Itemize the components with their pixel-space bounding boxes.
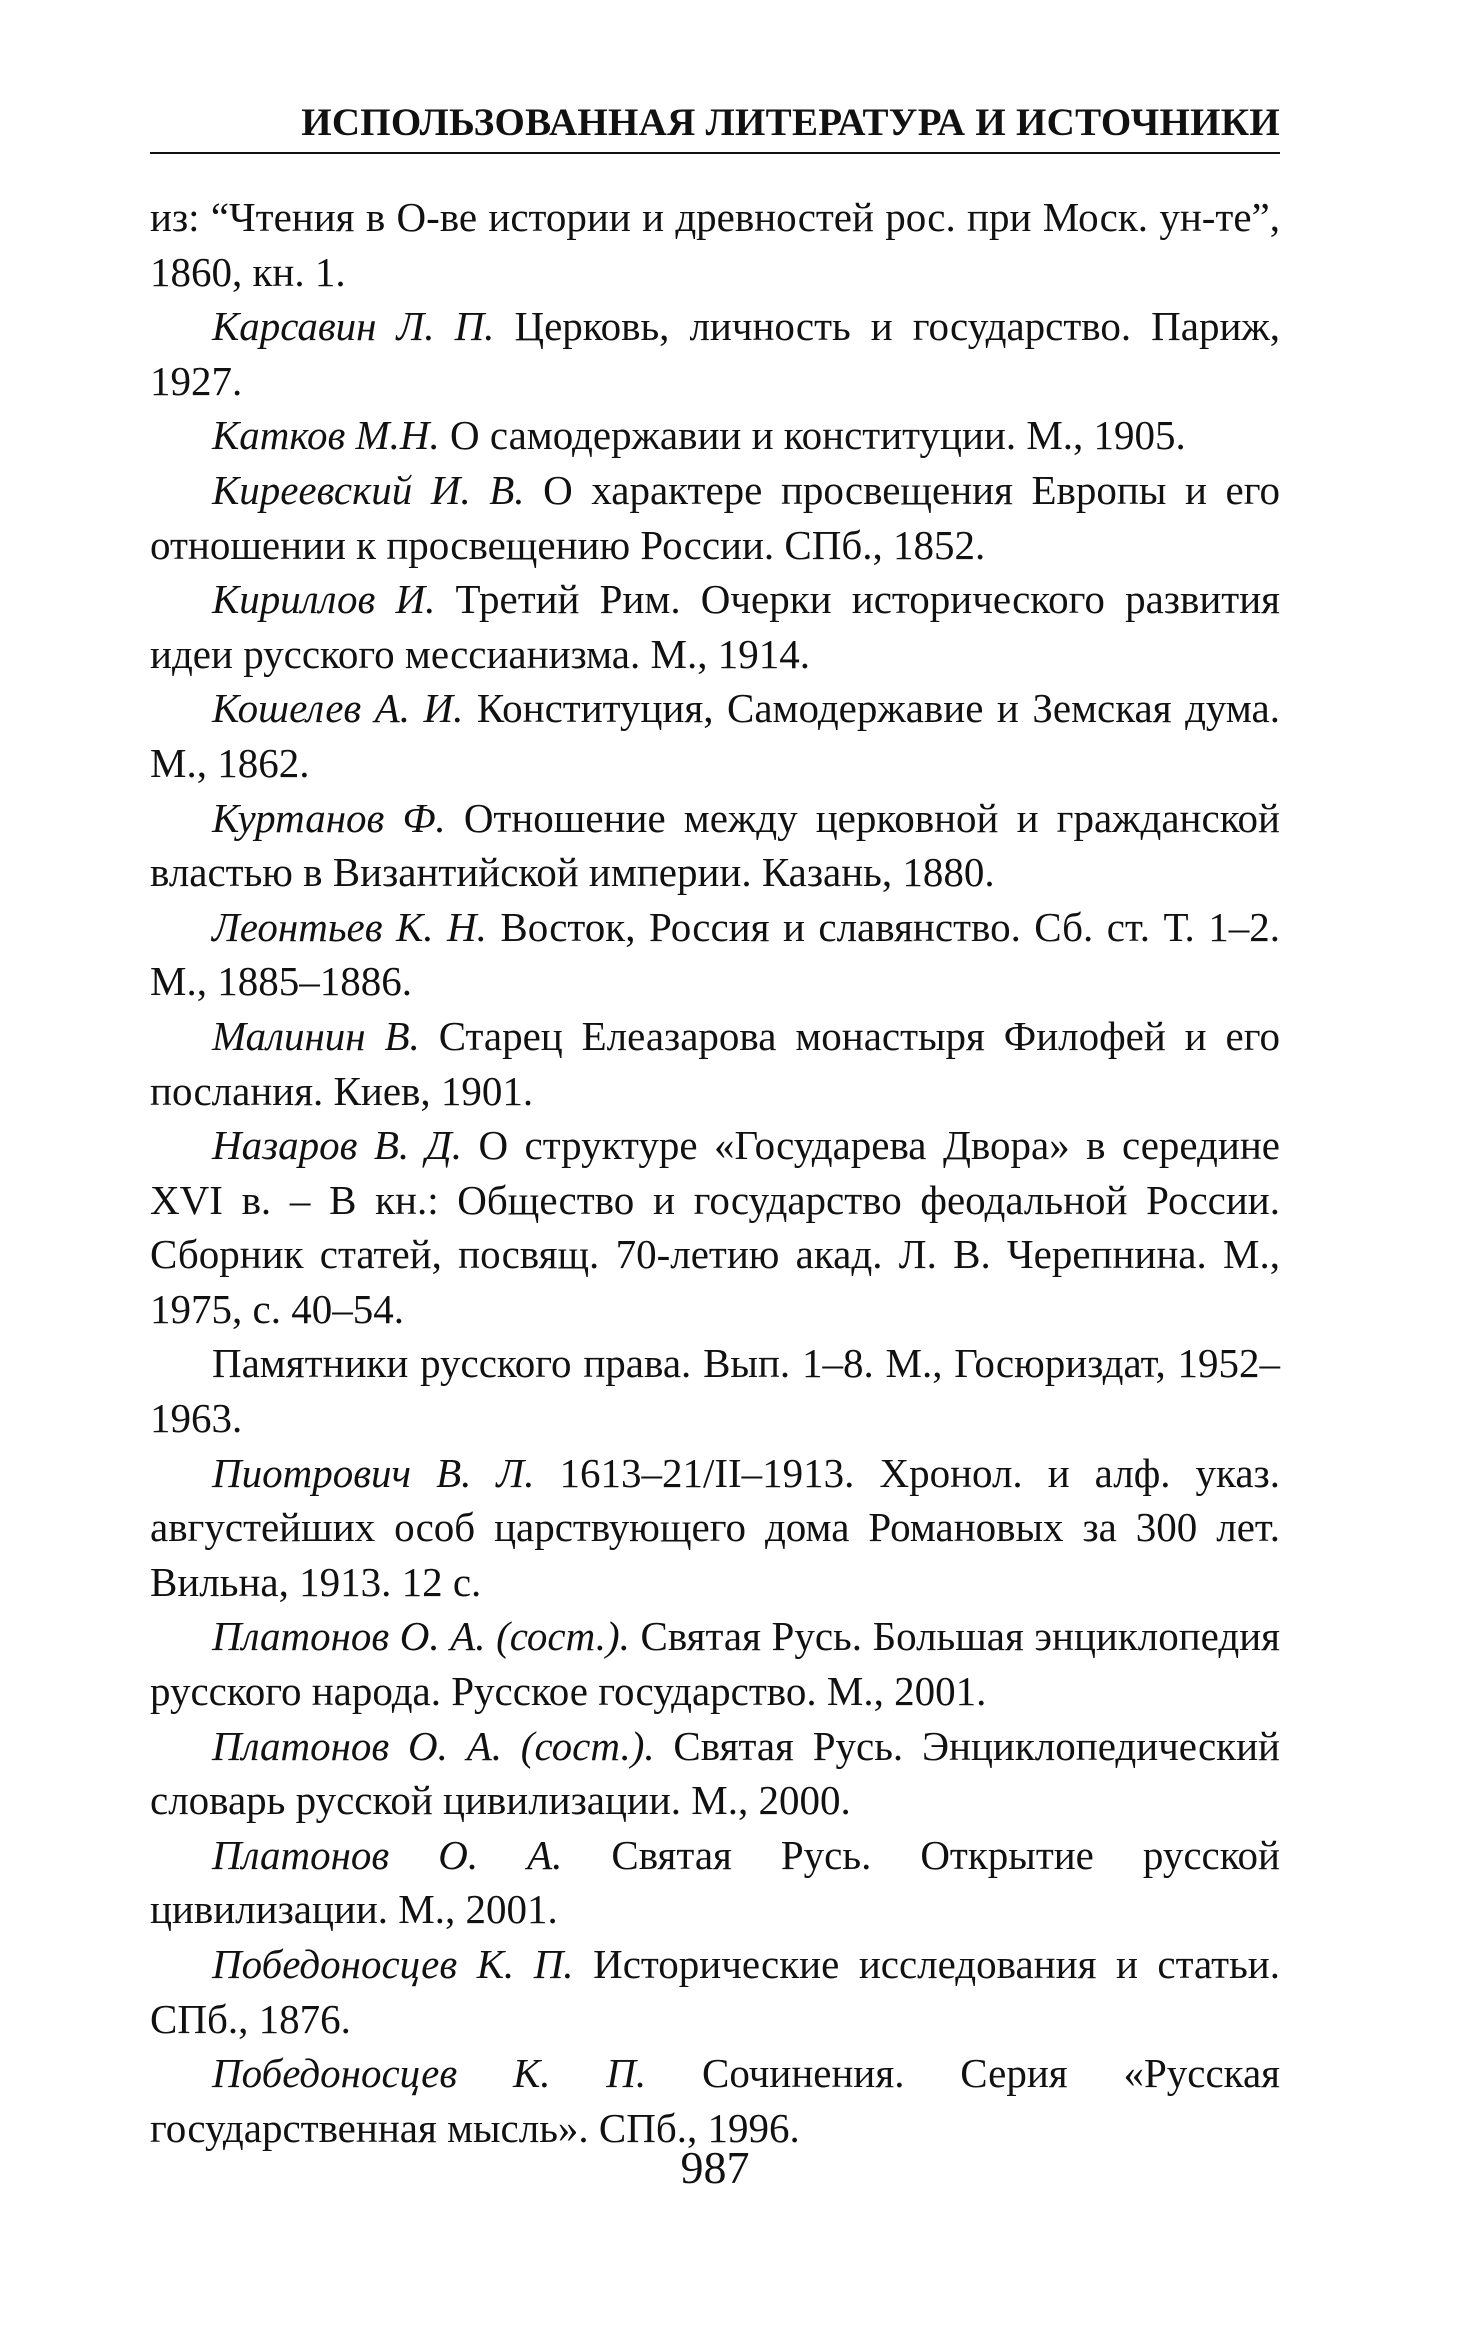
bibliography-entry bbox=[150, 1118, 1280, 1336]
entry-text: Церковь, личность и государство. Париж, 1927. bbox=[150, 303, 1280, 404]
bibliography-entry bbox=[150, 299, 1280, 408]
entry-text: Сочинения. Серия «Русская государственная мысль». СПб., 1996. bbox=[150, 2050, 1281, 2151]
entry-text: Старец Елеазарова монастыря Филофей и его послания. Киев, 1901. bbox=[150, 1012, 1280, 1114]
page-number: 987 bbox=[680, 2142, 750, 2193]
entry-text: 1613–21/II–1913. Хронол. и алф. указ. августейших особ царствующего дома Романовых за 300 лет. Вильна, 1913. 12 с. bbox=[150, 1449, 1280, 1605]
bibliography-entry bbox=[150, 1609, 1280, 1718]
entry-author: Катков М.Н. bbox=[212, 412, 440, 459]
entry-text: из: “Чтения в О-ве истории и древностей рос. при Моск. ун-те”, 1860, кн. 1. bbox=[150, 194, 1280, 295]
entry-text: О характере просвещения Европы и его отношении к просвещению России. СПб., 1852. bbox=[150, 466, 1280, 568]
entry-author: Победоносцев К. П. bbox=[212, 2050, 647, 2097]
entry-author: Назаров В. Д. bbox=[212, 1122, 462, 1169]
bibliography-entry bbox=[150, 1336, 1280, 1445]
entry-author: Платонов О. А. bbox=[212, 1831, 563, 1878]
entry-author: Победоносцев К. П. bbox=[212, 1941, 574, 1987]
bibliography-entry bbox=[150, 1009, 1280, 1118]
entry-author: Малинин В. bbox=[212, 1012, 420, 1059]
entry-author: Леонтьев К. Н. bbox=[212, 903, 487, 950]
entry-author: Куртанов Ф. bbox=[212, 794, 446, 841]
bibliography-entry bbox=[150, 1446, 1280, 1610]
entry-text: Восток, Россия и славянство. Сб. ст. Т. 1–2. М., 1885–1886. bbox=[150, 903, 1280, 1005]
bibliography-entry bbox=[150, 1937, 1280, 2046]
book-page bbox=[150, 0, 1280, 2339]
bibliography-entry bbox=[150, 791, 1280, 900]
bibliography-entry bbox=[150, 463, 1280, 572]
bibliography-entry bbox=[150, 190, 1280, 299]
running-head: ИСПОЛЬЗОВАННАЯ ЛИТЕРАТУРА И ИСТОЧНИКИ bbox=[301, 101, 1280, 144]
bibliography-entry bbox=[150, 1719, 1280, 1828]
bibliography-entry bbox=[150, 408, 1280, 463]
entry-author: Карсавин Л. П. bbox=[212, 303, 495, 350]
bibliography-entry bbox=[150, 1828, 1280, 1937]
header-rule bbox=[150, 152, 1280, 154]
entry-text: Святая Русь. Большая энциклопедия русского народа. Русское государство. М., 2001. bbox=[150, 1613, 1280, 1715]
entry-text: Памятники русского права. Вып. 1–8. М., Госюриздат, 1952–1963. bbox=[150, 1340, 1280, 1442]
bibliography-entry bbox=[150, 572, 1280, 681]
entry-text: О самодержавии и конституции. М., 1905. bbox=[439, 412, 1186, 459]
entry-author: Кошелев А. И. bbox=[212, 685, 464, 732]
entry-author: Платонов О. А. (сост.). bbox=[212, 1613, 630, 1660]
bibliography-entry bbox=[150, 900, 1280, 1009]
entry-text: Святая Русь. Открытие русской цивилизации. М., 2001. bbox=[150, 1831, 1280, 1933]
entry-author: Платонов О. А. (сост.). bbox=[212, 1722, 655, 1769]
bibliography-list bbox=[150, 190, 1280, 2155]
entry-author: Кириллов И. bbox=[212, 576, 436, 623]
entry-text: О структуре «Государева Двора» в середине XVI в. – В кн.: Общество и государство феодальной России. Сборник статей, посвящ. 70-летию акад. Л. В. Черепнина. М., 1975, с. 40–54. bbox=[150, 1122, 1280, 1332]
bibliography-entry bbox=[150, 681, 1280, 790]
entry-text: Святая Русь. Энциклопедический словарь русской цивилизации. М., 2000. bbox=[150, 1722, 1280, 1824]
entry-author: Пиотрович В. Л. bbox=[212, 1449, 535, 1496]
entry-text: Третий Рим. Очерки исторического развития идеи русского мессианизма. М., 1914. bbox=[150, 576, 1280, 677]
entry-text: Исторические исследования и статьи. СПб., 1876. bbox=[150, 1941, 1280, 2042]
entry-text: Конституция, Самодержавие и Земская дума. М., 1862. bbox=[150, 685, 1281, 786]
entry-text: Отношение между церковной и гражданской властью в Византийской империи. Казань, 1880. bbox=[150, 794, 1280, 896]
entry-author: Киреевский И. В. bbox=[212, 466, 525, 513]
